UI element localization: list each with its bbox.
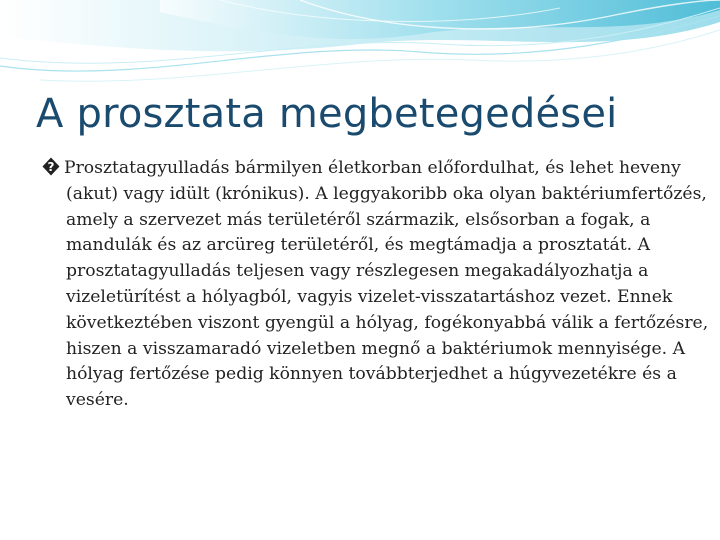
header-wave-decoration	[0, 0, 720, 90]
body-paragraph	[42, 156, 716, 414]
replacement-character-icon	[42, 157, 60, 176]
slide-title: A prosztata megbetegedései	[36, 91, 618, 137]
svg-text:?: ?	[47, 160, 55, 175]
body-text: Prosztatagyulladás bármilyen életkorban előfordulhat, és lehet heveny (akut) vagy idült (krónikus). A leggyakoribb oka olyan baktériumfertőzés, amely a szervezet más területéről származik, elsősorban a fogak, a mandulák és az arcüreg területéről, és megtámadja a prosztatát. A prosztatagyulladás teljesen vagy részlegesen megakadályozhatja a vizeletürítést a hólyagból, vagyis vizelet-visszatartáshoz vezet. Ennek következtében viszont gyengül a hólyag, fogékonyabbá válik a fertőzésre, hiszen a visszamaradó vizeletben megnő a baktériumok mennyisége. A hólyag fertőzése pedig könnyen továbbterjedhet a húgyvezetékre és a vesére.	[64, 158, 709, 411]
